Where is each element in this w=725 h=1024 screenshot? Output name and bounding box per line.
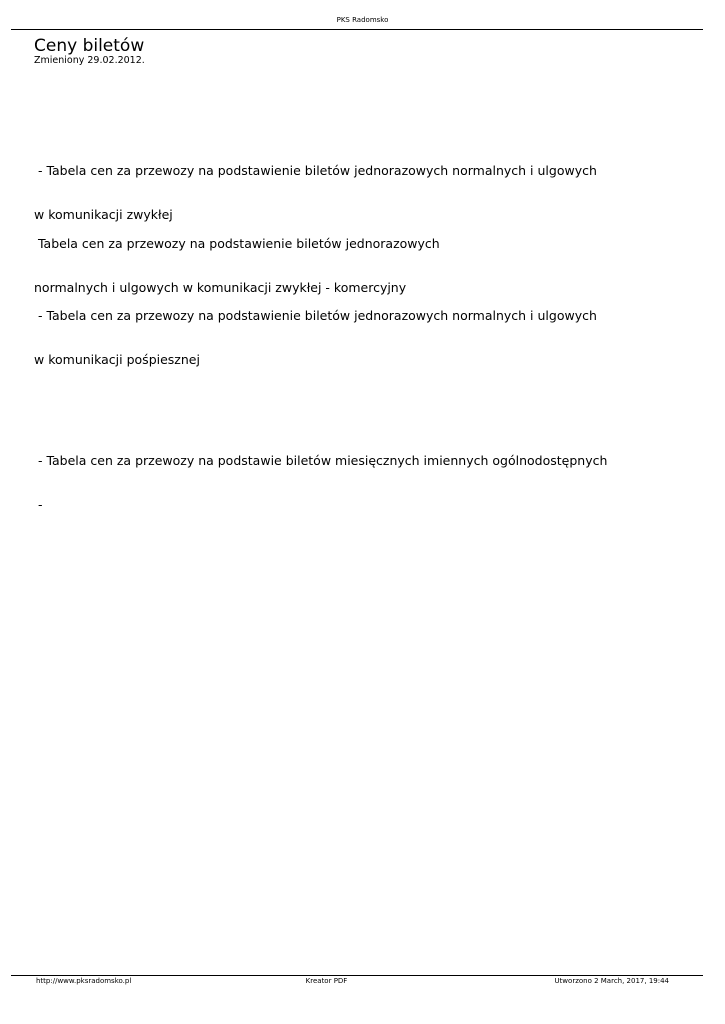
link-express-single-tickets-line-2: w komunikacji pośpiesznej xyxy=(34,351,200,367)
link-regular-single-tickets-line-1: - Tabela cen za przewozy na podstawienie biletów jednorazowych normalnych i ulgowych xyxy=(34,163,597,178)
commercial-price-table-line-2: normalnych i ulgowych w komunikacji zwykłej - komercyjny xyxy=(34,279,407,295)
link-monthly-tickets-line-2: - xyxy=(34,496,43,512)
header-site-name: PKS Radomsko xyxy=(336,16,389,24)
modified-date: Zmieniony 29.02.2012. xyxy=(34,55,145,66)
link-monthly-tickets-line-1: - Tabela cen za przewozy na podstawie biletów miesięcznych imiennych ogólnodostępnych xyxy=(34,453,608,468)
link-monthly-tickets[interactable] xyxy=(34,425,607,541)
commercial-price-table xyxy=(34,208,440,310)
page-title: Ceny biletów xyxy=(34,36,145,56)
commercial-price-table-line-1: Tabela cen za przewozy na podstawienie biletów jednorazowych xyxy=(34,236,440,251)
footer-divider xyxy=(11,975,703,976)
footer-generator: Kreator PDF xyxy=(305,977,348,985)
footer-url[interactable]: http://www.pksradomsko.pl xyxy=(36,977,132,985)
header-divider xyxy=(11,29,703,30)
footer-created-date: Utworzono 2 March, 2017, 19:44 xyxy=(554,977,669,985)
link-regular-single-tickets-line-2: w komunikacji zwykłej xyxy=(34,206,173,222)
price-table-links xyxy=(34,106,607,556)
link-express-single-tickets-line-1: - Tabela cen za przewozy na podstawienie biletów jednorazowych normalnych i ulgowych xyxy=(34,308,597,323)
